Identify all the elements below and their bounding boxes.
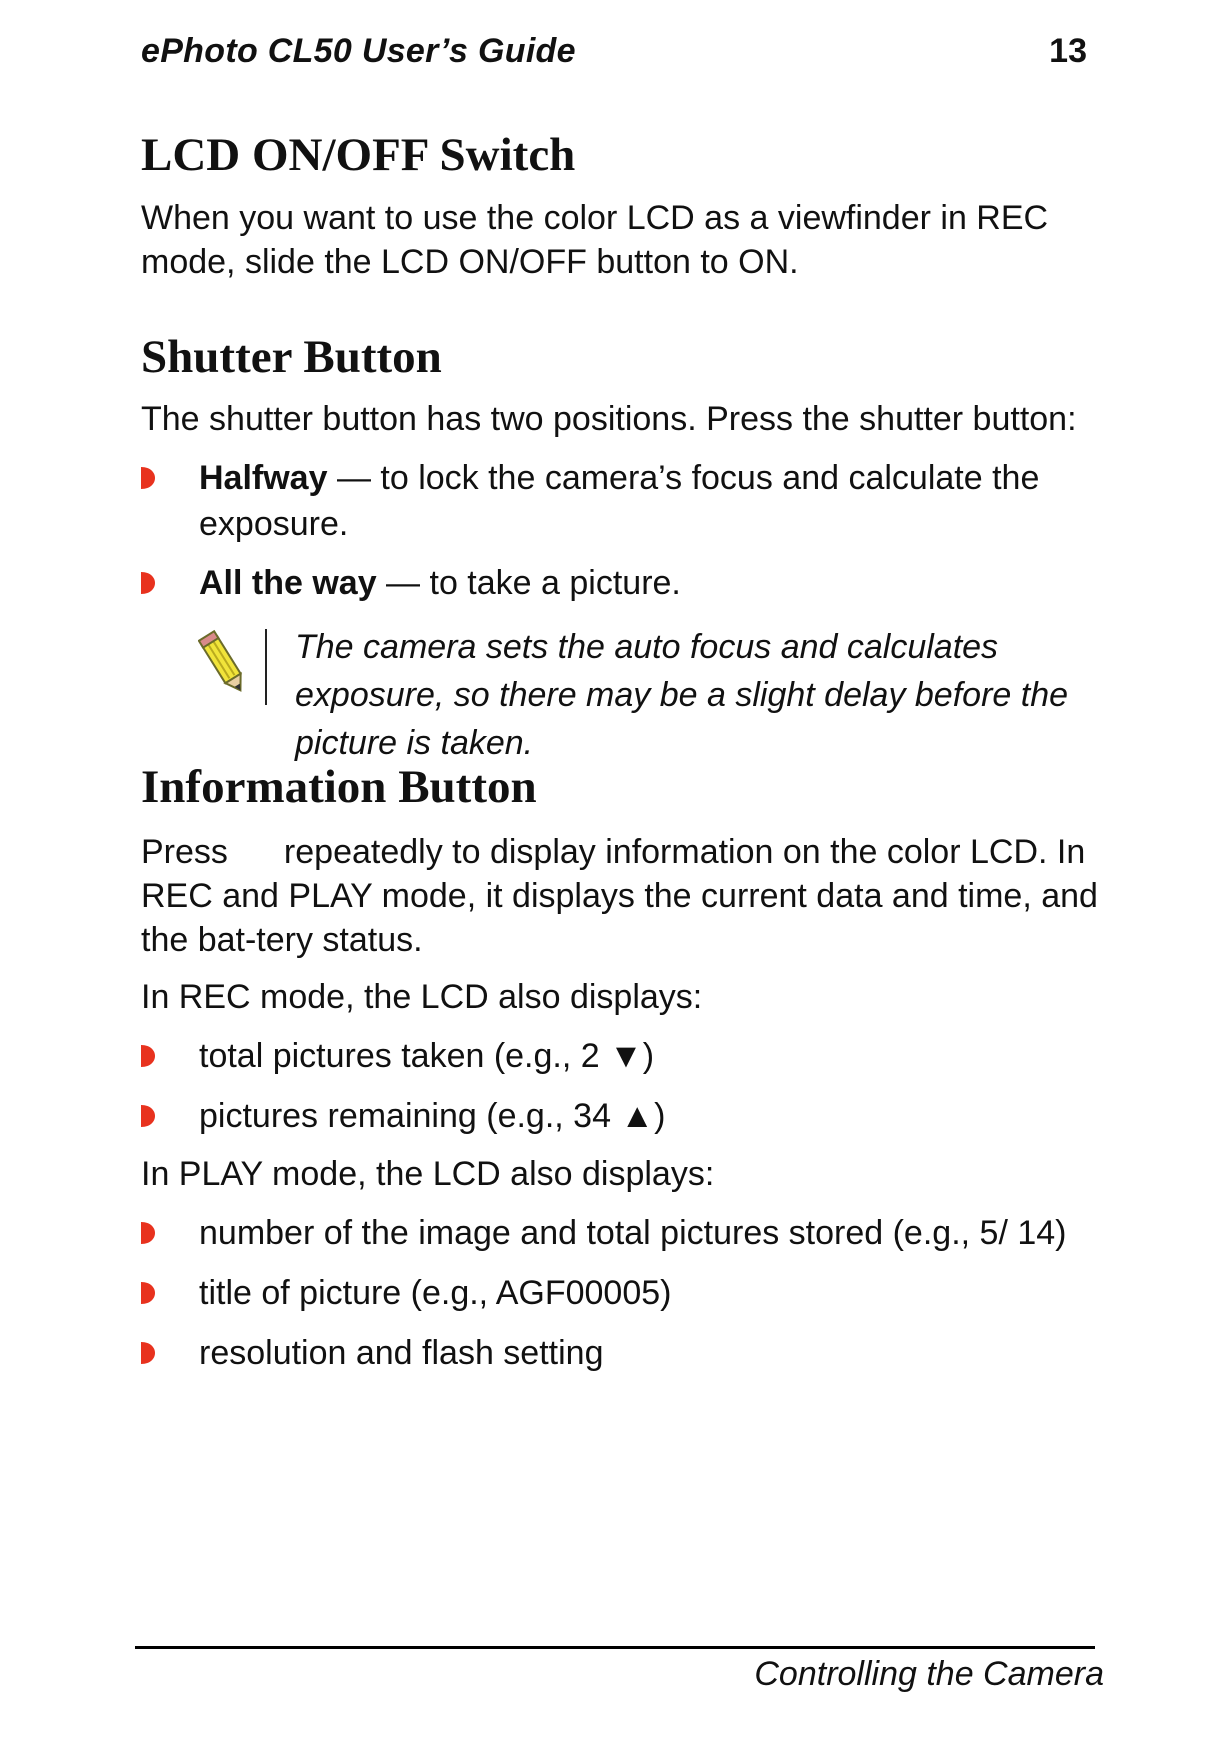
information-body: Press repeatedly to display information on the color LCD. In REC and PLAY mode, it displays the current data and time, and the bat-tery status. [141,833,1098,959]
bullet-icon [141,1045,155,1067]
list-item-text: number of the image and total pictures stored (e.g., 5/ 14) [199,1214,1067,1252]
term: Halfway [199,459,328,497]
list-item-text: All the way — to take a picture. [199,564,681,602]
footer-rule [135,1646,1095,1649]
heading-lcd-switch: LCD ON/OFF Switch [141,129,576,181]
bullet-icon [141,1105,155,1127]
shutter-intro: The shutter button has two positions. Press the shutter button: [141,400,1077,438]
note-text: The camera sets the auto focus and calculates exposure, so there may be a slight delay before the picture is taken. [295,628,1069,762]
list-item-text: resolution and flash setting [199,1334,604,1372]
page-header [141,32,1097,76]
bullet-icon [141,1342,155,1364]
header-title: ePhoto CL50 User’s Guide [141,32,576,70]
bullet-icon [141,1282,155,1304]
term: All the way [199,564,377,602]
list-item-text: total pictures taken (e.g., 2 ▼) [199,1037,655,1075]
play-mode-intro: In PLAY mode, the LCD also displays: [141,1155,715,1193]
note-box [198,623,1118,762]
note-divider [265,629,267,705]
list-item-text: title of picture (e.g., AGF00005) [199,1274,672,1312]
pencil-note-icon [198,629,250,699]
page-number: 13 [1049,32,1087,70]
bullet-icon [141,572,155,594]
list-item-text: Halfway — to lock the camera’s focus and calculate the exposure. [199,459,1040,543]
bullet-icon [141,1222,155,1244]
rec-mode-intro: In REC mode, the LCD also displays: [141,978,703,1016]
bullet-icon [141,467,155,489]
heading-information-button: Information Button [141,761,537,813]
heading-shutter-button: Shutter Button [141,331,442,383]
footer-text: Controlling the Camera [754,1655,1104,1693]
lcd-switch-body: When you want to use the color LCD as a viewfinder in REC mode, slide the LCD ON/OFF button to ON. [141,199,1049,281]
list-item-text: pictures remaining (e.g., 34 ▲) [199,1097,666,1135]
